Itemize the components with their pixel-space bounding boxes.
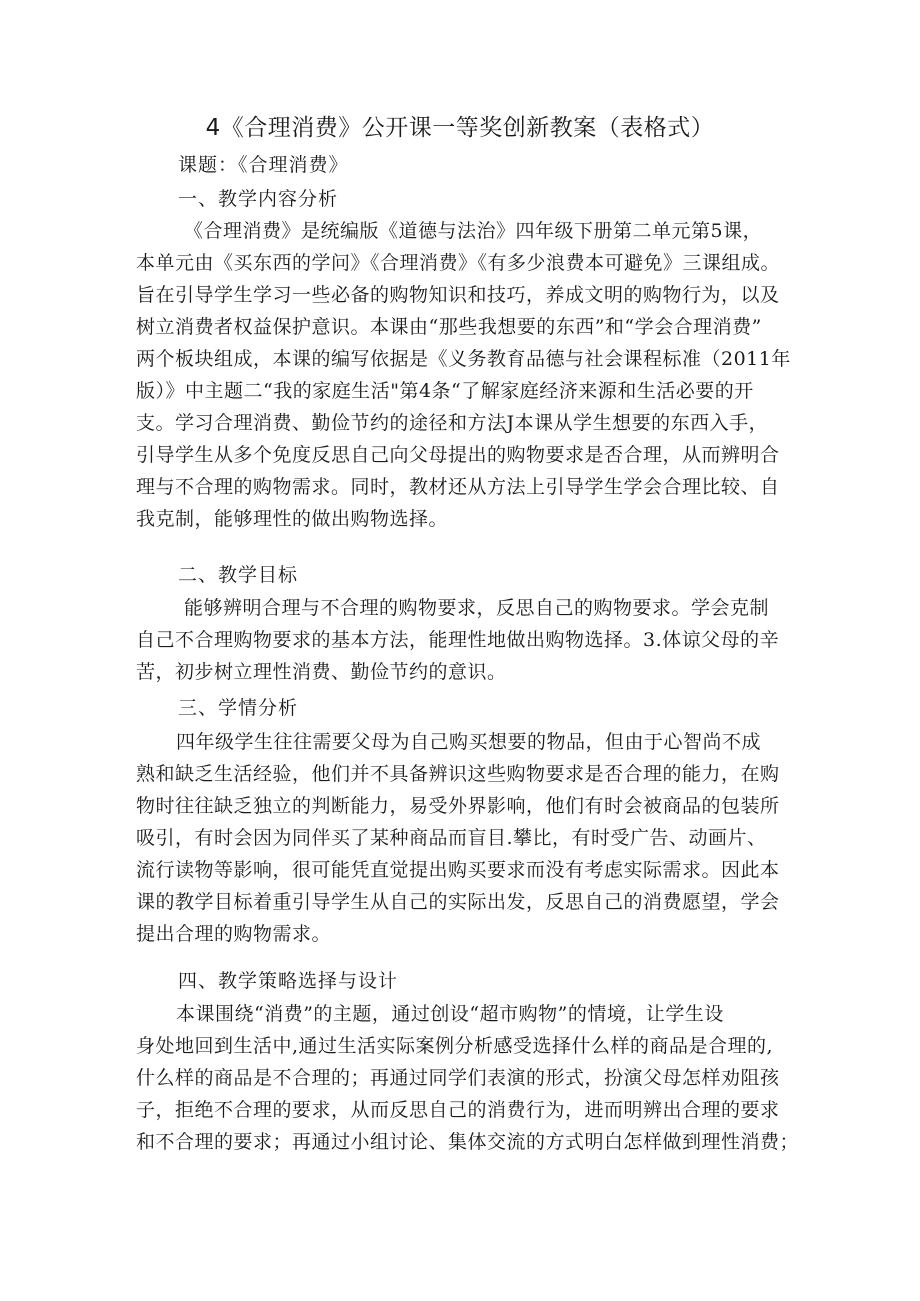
section-body-learner-analysis — [136, 726, 796, 950]
paragraph-line: 和不合理的要求；再通过小组讨论、集体交流的方式明白怎样做到理性消费； — [136, 1131, 800, 1153]
paragraph-line: 本单元由《买东西的学问》《合理消费》《有多少浪费本可避免》三课组成。 — [136, 252, 781, 274]
paragraph-line: 四年级学生往往需要父母为自己购买想要的物品，但由于心智尚不成 — [176, 731, 762, 753]
paragraph-line: 理与不合理的购物需求。同时，教材还从方法上引导学生学会合理比较、自 — [136, 476, 780, 498]
paragraph-line: 课的教学目标着重引导学生从自己的实际出发，反思自己的消费愿望，学会 — [136, 891, 780, 913]
paragraph-line: 树立消费者权益保护意识。本课由“那些我想要的东西”和“学会合理消费” — [136, 316, 762, 338]
section-body-teaching-goals — [136, 592, 796, 688]
paragraph-line: 什么样的商品是不合理的；再通过同学们表演的形式，扮演父母怎样劝阻孩 — [136, 1067, 780, 1089]
section-body-teaching-strategy — [136, 998, 800, 1158]
paragraph-line: 本课围绕“消费”的主题，通过创设“超市购物”的情境，让学生设 — [176, 1003, 724, 1025]
paragraph-line: 苦，初步树立理性消费、勤俭节约的意识。 — [136, 661, 507, 683]
paragraph-line: 自己不合理购物要求的基本方法，能理性地做出购物选择。3.体谅父母的辛 — [136, 629, 780, 651]
paragraph-line: 旨在引导学生学习一些必备的购物知识和技巧，养成文明的购物行为，以及 — [136, 284, 780, 306]
paragraph-line: 我克制，能够理性的做出购物选择。 — [136, 508, 449, 530]
paragraph-line: 流行读物等影响，很可能凭直觉提出购买要求而没有考虑实际需求。因此本 — [136, 859, 780, 881]
paragraph-line: 提出合理的购物需求。 — [136, 923, 332, 945]
paragraph-line: 版）》中主题二“我的家庭生活"第4条“了解家庭经济来源和生活必要的开 — [136, 380, 754, 402]
paragraph-line: 吸引，有时会因为同伴买了某种商品而盲目.攀比，有时受广告、动画片、 — [136, 827, 767, 849]
section-body-content-analysis — [136, 215, 796, 535]
paragraph-line: 熟和缺乏生活经验，他们并不具备辨识这些购物要求是否合理的能力，在购 — [136, 763, 780, 785]
paragraph-line: 子，拒绝不合理的要求，从而反思自己的消费行为，进而明辨出合理的要求 — [136, 1099, 780, 1121]
section-heading-teaching-strategy: 四、教学策略选择与设计 — [178, 970, 399, 992]
course-title-line: 课题：《合理消费》 — [178, 154, 349, 176]
section-heading-content-analysis: 一、教学内容分析 — [178, 188, 339, 210]
paragraph-line: 引导学生从多个免度反思自己向父母提出的购物要求是否合理，从而辨明合 — [136, 444, 780, 466]
paragraph-line: 身处地回到生活中,通过生活实际案例分析感受选择什么样的商品是合理的, — [136, 1035, 774, 1057]
paragraph-line: 两个板块组成，本课的编写依据是《义务教育品德与社会课程标准（2011年 — [136, 348, 791, 370]
section-heading-learner-analysis: 三、学情分析 — [178, 697, 299, 719]
paragraph-line: 能够辨明合理与不合理的购物要求，反思自己的购物要求。学会克制 — [184, 597, 770, 619]
paragraph-line: 物时往往缺乏独立的判断能力，易受外界影响，他们有时会被商品的包装所 — [136, 795, 780, 817]
paragraph-line: 支。学习合理消费、勤俭节约的途径和方法J本课从学生想要的东西入手， — [136, 412, 769, 434]
paragraph-line: 《合理消费》是统编版《道德与法治》四年级下册第二单元第5课， — [184, 220, 763, 242]
document-title: 4《合理消费》公开课一等奖创新教案（表格式） — [205, 115, 715, 141]
section-heading-teaching-goals: 二、教学目标 — [178, 564, 299, 586]
